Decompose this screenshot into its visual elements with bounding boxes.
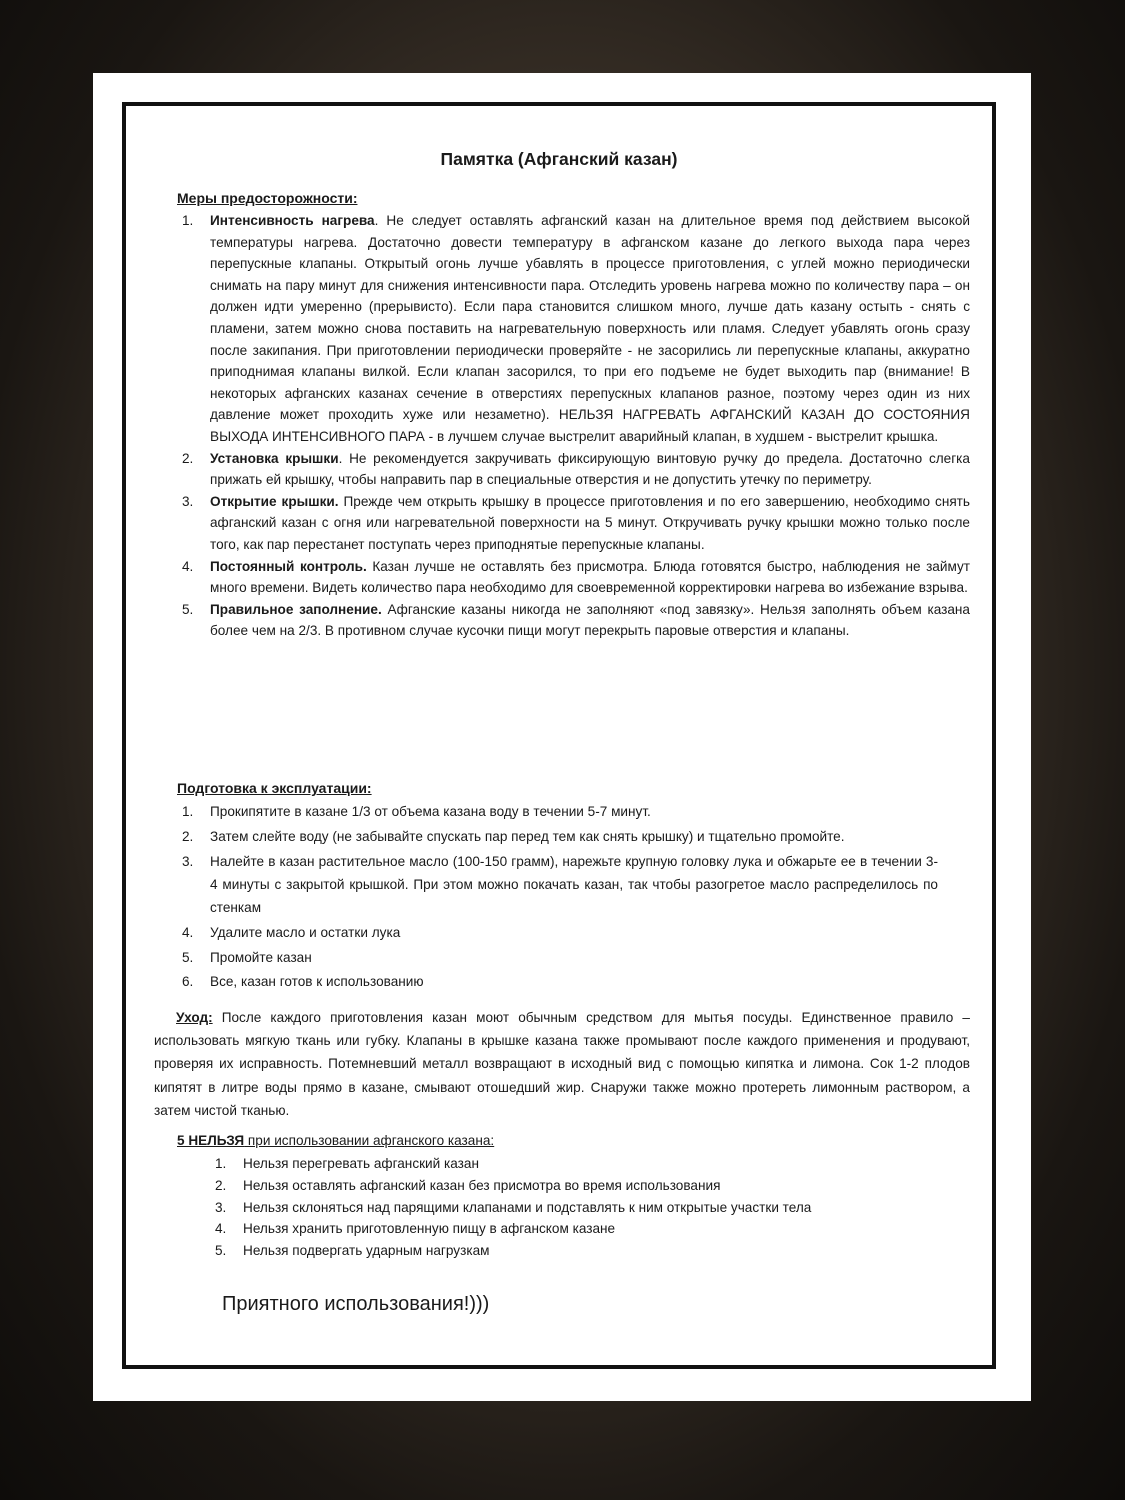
closing-text: Приятного использования!))) xyxy=(222,1293,490,1315)
list-item: 4. Удалите масло и остатки лука xyxy=(182,924,401,940)
list-item: 5. Правильное заполнение. Афганские казаны никогда не заполняют «под завязку». Нельзя заполнять объем казана более чем на 2/3. В противном случае кусочки пищи могут перекрыть паровые отверстия и клапаны. xyxy=(182,601,970,639)
precautions-heading: Меры предосторожности: xyxy=(177,190,358,206)
list-item: 3. Открытие крышки. Прежде чем открыть крышку в процессе приготовления и по его завершению, необходимо снять афганский казан с огня или нагревательной поверхности на 5 минут. Откручивать ручку крышки можно только после того, как пар перестанет поступать через приподнятые перепускные клапаны. xyxy=(182,493,970,552)
list-item: 4. Постоянный контроль. Казан лучше не оставлять без присмотра. Блюда готовятся быстро, наблюдения не займут много времени. Видеть количество пара необходимо для своевременной корректировки нагрева во избежание взрыва. xyxy=(182,558,970,596)
preparation-list xyxy=(178,800,938,995)
list-item: 2. Нельзя оставлять афганский казан без присмотра во время использования xyxy=(215,1177,721,1193)
list-item: 1. Нельзя перегревать афганский казан xyxy=(215,1156,479,1171)
care-heading: Уход: xyxy=(176,1010,213,1025)
list-item: 5. Нельзя подвергать ударным нагрузкам xyxy=(215,1243,490,1259)
five-donts-heading: 5 НЕЛЬЗЯ при использовании афганского казана: xyxy=(177,1133,495,1148)
list-item: 6. Все, казан готов к использованию xyxy=(182,974,424,990)
precautions-list xyxy=(178,210,970,642)
preparation-heading: Подготовка к эксплуатации: xyxy=(177,780,372,796)
list-item: 2. Затем слейте воду (не забывайте спускать пар перед тем как снять крышку) и тщательно промойте. xyxy=(182,828,845,844)
page-title: Памятка (Афганский казан) xyxy=(440,149,678,169)
list-item: 1. Интенсивность нагрева. Не следует оставлять афганский казан на длительное время под действием высокой температуры нагрева. Достаточно довести температуру в афганском казане до легкого выхода пара через перепускные клапаны. Открытый огонь лучше убавлять в процессе приготовления, с углей можно периодически снимать на пару минут для снижения интенсивности пара. Отследить уровень нагрева можно по количеству пара – он должен идти умеренно (прерывисто). Если пара становится слишком много, лучше дать казану остыть - снять с пламени, затем можно снова поставить на нагревательную поверхность или пламя. Следует убавлять огонь сразу после закипания. При приготовлении периодически проверяйте - не засорились ли перепускные клапаны, аккуратно приподнимая клапаны вилкой. Если клапан засорился, то при его подъеме не будет выходить пар (внимание! В некоторых афганских казанах сечение в отверстиях перепускных клапанов разное, поэтому через один из них давление может проходить хуже или незаметно). НЕЛЬЗЯ НАГРЕВАТЬ АФГАНСКИЙ КАЗАН ДО СОСТОЯНИЯ ВЫХОДА ИНТЕНСИВНОГО ПАРА - в лучшем случае выстрелит аварийный клапан, в худшем - выстрелит крышка. xyxy=(182,213,970,444)
five-donts-list xyxy=(211,1153,931,1262)
document-frame xyxy=(122,102,996,1369)
list-item: 3. Нельзя склоняться над парящими клапанами и подставлять к ним открытые участки тела xyxy=(215,1199,812,1215)
list-item: 4. Нельзя хранить приготовленную пищу в афганском казане xyxy=(215,1221,616,1237)
care-paragraph: Уход: После каждого приготовления казан моют обычным средством для мытья посуды. Единственное правило – использовать мягкую ткань или губку. Клапаны в крышке казана также промывают после каждого применения и продувают, проверяя их исправность. Потемневший металл возвращают в исходный вид с помощью кипятка и лимона. Сок 1-2 плодов кипятят в литре воды прямо в казане, смывают отошедший жир. Снаружи также можно протереть лимонным раствором, а затем чистой тканью. xyxy=(154,1010,970,1118)
list-item: 2. Установка крышки. Не рекомендуется закручивать фиксирующую винтовую ручку до предела. Достаточно слегка прижать ей крышку, чтобы направить пар в специальные отверстия и не допустить утечку по периметру. xyxy=(182,450,970,488)
list-item: 5. Промойте казан xyxy=(182,949,312,965)
list-item: 3. Налейте в казан растительное масло (100-150 грамм), нарежьте крупную головку лука и обжарьте ее в течении 3-4 минуты с закрытой крышкой. При этом можно покачать казан, так чтобы разогретое масло распределилось по стенкам xyxy=(182,853,938,915)
document-sheet xyxy=(93,73,1031,1401)
list-item: 1. Прокипятите в казане 1/3 от объема казана воду в течении 5-7 минут. xyxy=(182,804,651,819)
